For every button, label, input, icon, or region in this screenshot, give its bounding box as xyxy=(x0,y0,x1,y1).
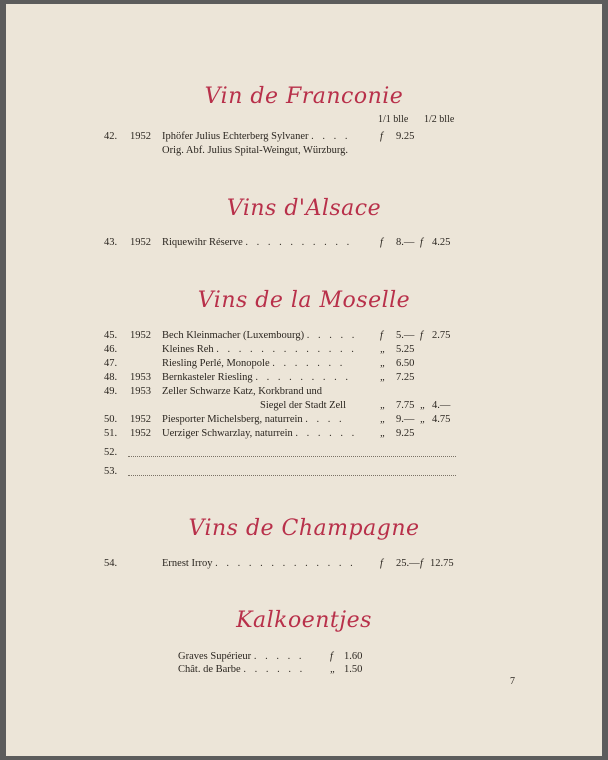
heading-franconie: Vin de Franconie xyxy=(204,84,404,109)
row-name: Iphöfer Julius Echterberg Sylvaner . . . . xyxy=(162,131,351,142)
heading-moselle: Vins de la Moselle xyxy=(197,288,411,313)
column-header-half-bottle: 1/2 blle xyxy=(424,114,455,125)
heading-kalkoentjes: Kalkoentjes xyxy=(236,608,372,633)
menu-page: Vin de Franconie 1/1 blle 1/2 blle 42. 1952 Iphöfer Julius Echterberg Sylvaner . . . . f 9.25 Orig. Abf. Julius Spital-Weingut, Würzburg. Vins d'Alsace 43. 1952 Riquewihr Réserve . . . . . . . . . . f 8.— f 4.25 Vins de la Moselle 45. 1952 Bech Kleinmacher (Luxembourg) . . . . . f 5.— f 2.75 46. Kleines Reh . . . . . . . . . . . . . „ 5.25 47. Riesling Perlé, Monopole . . . . . . . „ 6.50 48. 1953 Bernkasteler Riesling . . . . . . . . . „ 7.25 49. 1953 Zeller Schwarze Katz, Korkbrand und Siegel der Stadt Zell „ 7.75 „ 4.— 50. 1952 Piesporter Michelsberg, naturrein . . . . „ 9.— „ 4.75 51. 1952 Uerziger Schwarzlay, naturrein . . . . . . „ 9.25 52. 53. Vins de Champagne 54. Ernest Irroy . . . . . . . . . . . . . f 25.— f 12.75 Kalkoentjes Graves Supérieur . . . . . f 1.60 Chât. de Barbe . . . . . . „ 1.50 7 xyxy=(6,4,602,756)
blank-dotted-line xyxy=(128,475,456,476)
heading-alsace: Vins d'Alsace xyxy=(226,196,382,221)
blank-dotted-line xyxy=(128,456,456,457)
row-number: 42. xyxy=(104,131,118,142)
page-number: 7 xyxy=(510,676,515,687)
column-header-full-bottle: 1/1 blle xyxy=(378,114,409,125)
row-price-full: 9.25 xyxy=(396,131,415,142)
row-currency: f xyxy=(380,131,383,142)
row-year: 1952 xyxy=(130,131,151,142)
heading-champagne: Vins de Champagne xyxy=(188,516,420,541)
